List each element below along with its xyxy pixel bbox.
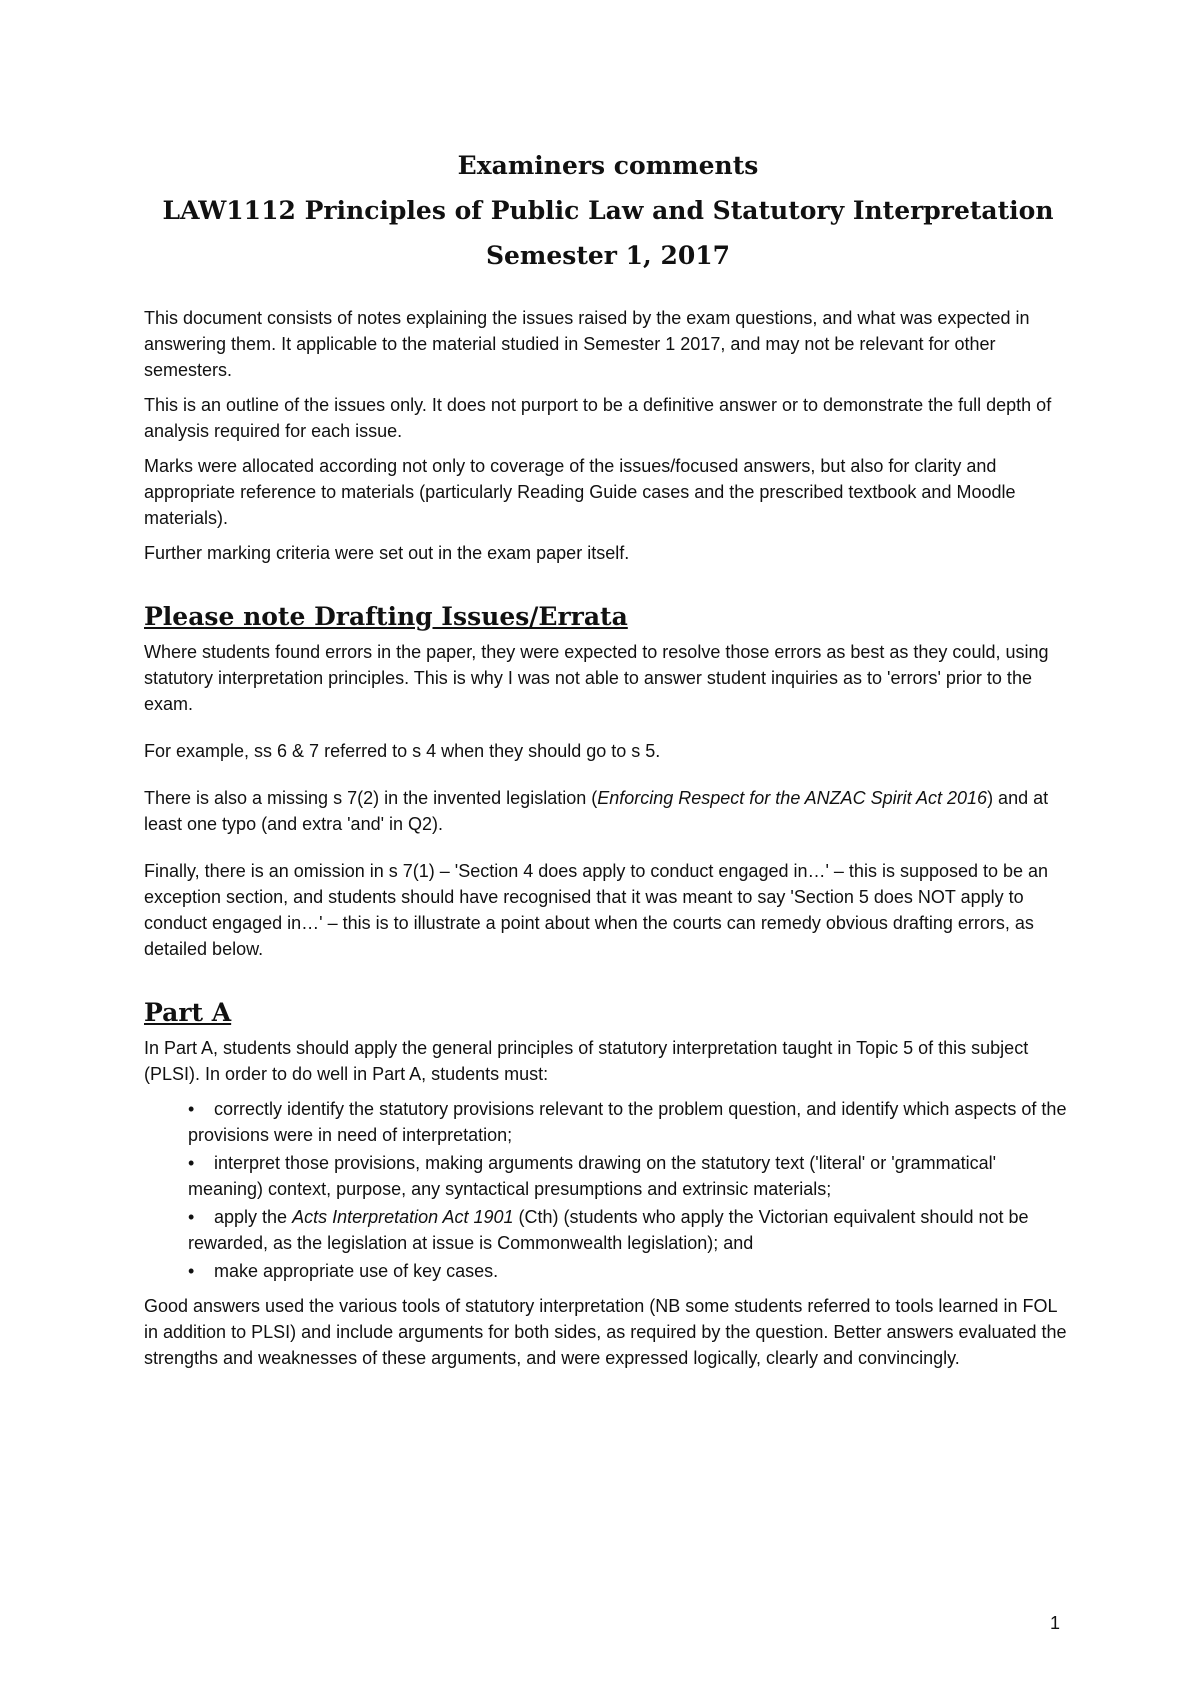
- legislation-title: Enforcing Respect for the ANZAC Spirit Act 2016: [597, 788, 988, 808]
- document-title: Examiners comments: [457, 151, 759, 180]
- act-title: Acts Interpretation Act 1901: [292, 1207, 514, 1227]
- list-item: [144, 1258, 1072, 1284]
- document-title-block: [144, 143, 1072, 278]
- bullet-3-text-before: apply the: [214, 1207, 293, 1227]
- intro-paragraph-3: Marks were allocated according not only to coverage of the issues/focused answers, but also for clarity and appropriate reference to materials (particularly Reading Guide cases and the prescribed textbook and Moodle materials).: [144, 456, 1016, 528]
- course-title: LAW1112 Principles of Public Law and Statutory Interpretation: [162, 196, 1054, 225]
- part-a-paragraph-1: In Part A, students should apply the general principles of statutory interpretation taught in Topic 5 of this subject (PLSI). In order to do well in Part A, students must:: [144, 1038, 1029, 1084]
- errata-paragraph-2: For example, ss 6 & 7 referred to s 4 when they should go to s 5.: [144, 741, 661, 761]
- part-a-bullet-list: [144, 1096, 1072, 1284]
- semester-title: Semester 1, 2017: [485, 241, 731, 270]
- bullet-icon: •: [188, 1261, 195, 1281]
- bullet-icon: •: [188, 1153, 195, 1173]
- bullet-icon: •: [188, 1207, 195, 1227]
- errata-paragraph-1: Where students found errors in the paper, they were expected to resolve those errors as best as they could, using statutory interpretation principles. This is why I was not able to answer student inquiries as to 'errors' prior to the exam.: [144, 642, 1049, 714]
- list-item: [144, 1204, 1072, 1256]
- bullet-3-text-after: (Cth) (students who apply the Victorian equivalent should not be rewarded, as the legislation at issue is Commonwealth legislation); and: [188, 1207, 1029, 1253]
- errata-p3-text-before: There is also a missing s 7(2) in the invented legislation (: [144, 788, 598, 808]
- document-body: [144, 143, 1072, 1380]
- bullet-text-3: [188, 1207, 1029, 1253]
- errata-heading: Please note Drafting Issues/Errata: [144, 602, 628, 631]
- list-item: [144, 1096, 1072, 1148]
- intro-paragraph-4: Further marking criteria were set out in the exam paper itself.: [144, 543, 630, 563]
- bullet-text-1: correctly identify the statutory provisions relevant to the problem question, and identify which aspects of the provisions were in need of interpretation;: [188, 1099, 1067, 1145]
- page-number: 1: [1050, 1613, 1061, 1633]
- intro-paragraph-2: This is an outline of the issues only. It does not purport to be a definitive answer or to demonstrate the full depth of analysis required for each issue.: [144, 395, 1052, 441]
- bullet-icon: •: [188, 1099, 195, 1119]
- bullet-text-4: make appropriate use of key cases.: [214, 1261, 499, 1281]
- part-a-heading: Part A: [144, 998, 232, 1027]
- bullet-text-2: interpret those provisions, making arguments drawing on the statutory text ('literal' or 'grammatical' meaning) context, purpose, any syntactical presumptions and extrinsic materials;: [188, 1153, 997, 1199]
- errata-p3-text-after: ) and at least one typo (and extra 'and' in Q2).: [144, 788, 1049, 834]
- intro-paragraph-1: This document consists of notes explaining the issues raised by the exam questions, and what was expected in answering them. It applicable to the material studied in Semester 1 2017, and may not be relevant for other semesters.: [144, 308, 1030, 380]
- errata-paragraph-3: [144, 785, 1072, 837]
- list-item: [144, 1150, 1072, 1202]
- errata-paragraph-4: Finally, there is an omission in s 7(1) – 'Section 4 does apply to conduct engaged in…' – this is supposed to be an exception section, and students should have recognised that it was meant to say 'Section 5 does NOT apply to conduct engaged in…' – this is to illustrate a point about when the courts can remedy obvious drafting errors, as detailed below.: [144, 861, 1049, 959]
- part-a-paragraph-2: Good answers used the various tools of statutory interpretation (NB some students referred to tools learned in FOL in addition to PLSI) and include arguments for both sides, as required by the question. Better answers evaluated the strengths and weaknesses of these arguments, and were expressed logically, clearly and convincingly.: [144, 1296, 1067, 1368]
